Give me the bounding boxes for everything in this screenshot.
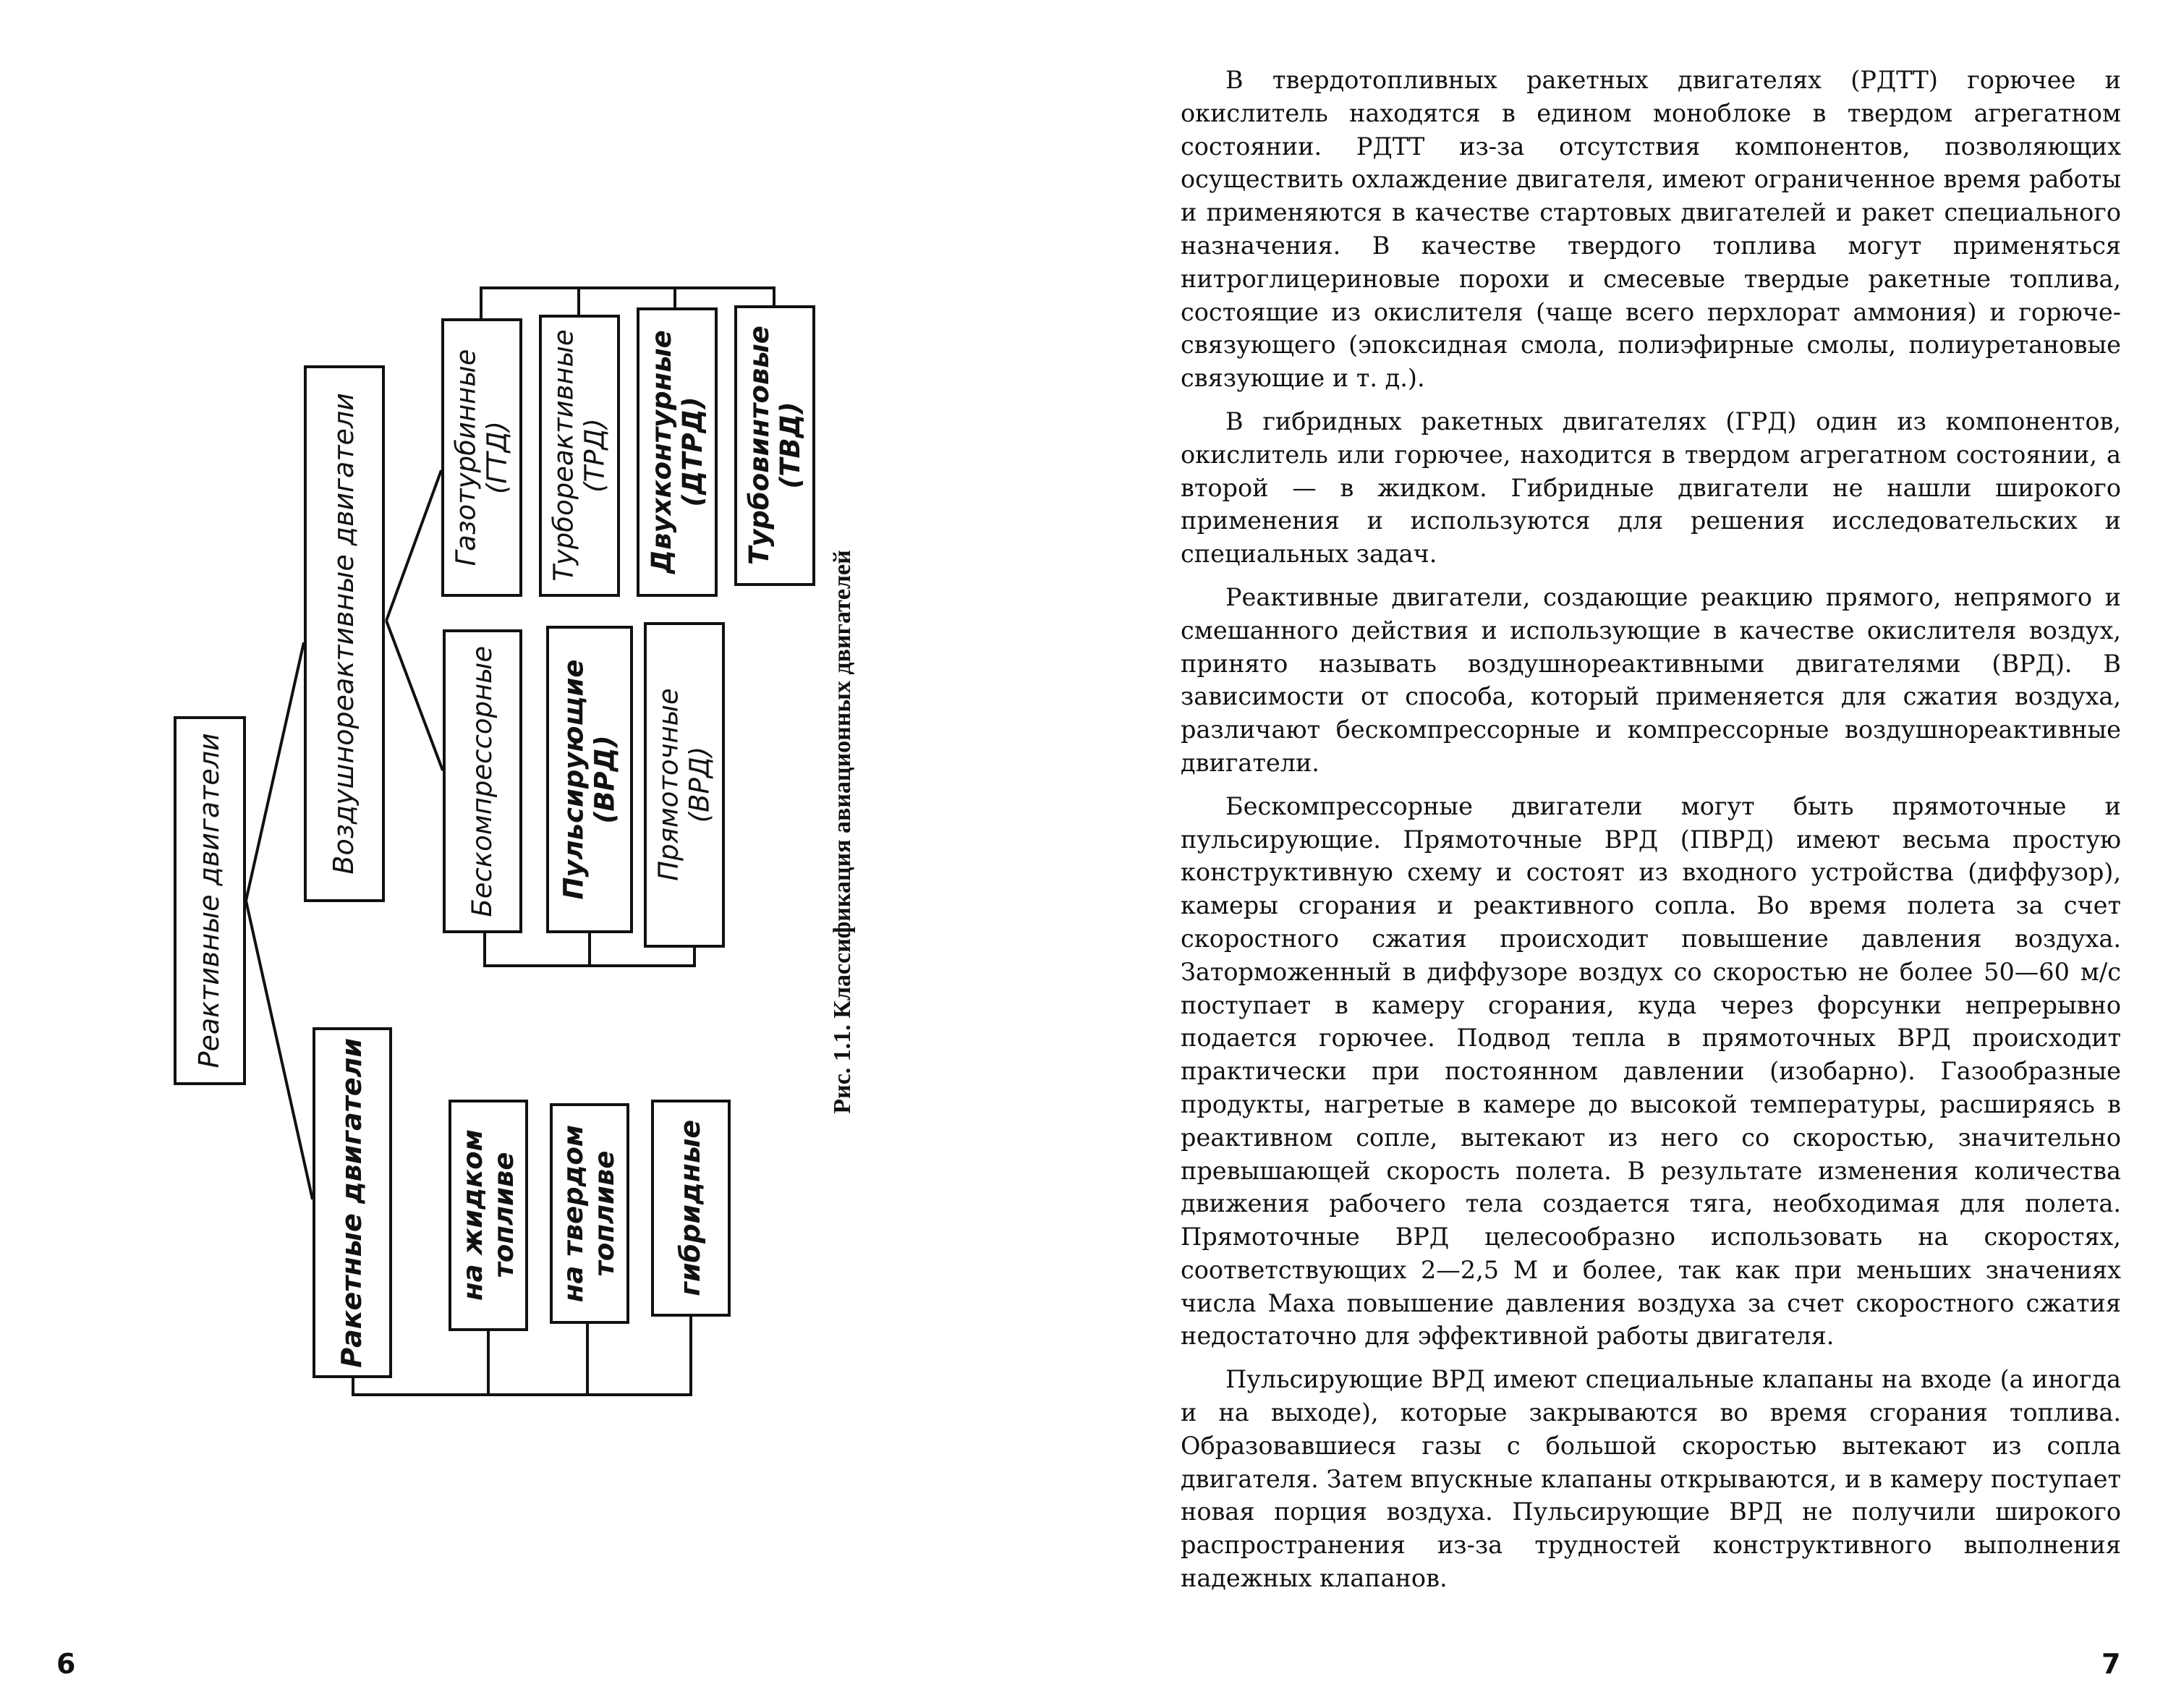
connector-air-compressor bbox=[386, 470, 441, 621]
dtrd-box bbox=[637, 307, 718, 597]
dtrd-label: Двухконтурные bbox=[645, 330, 677, 574]
solid-label: на твердом bbox=[558, 1124, 590, 1303]
trd-abbr: (ТРД) bbox=[579, 418, 611, 493]
figure-caption: Рис. 1.1. Классификация авиационных двигателей bbox=[829, 550, 856, 1114]
puls-label: Пульсирующие bbox=[558, 659, 590, 900]
gtd-label: Газотурбинные bbox=[450, 349, 482, 566]
gtd-abbr: (ГТД) bbox=[481, 421, 513, 495]
paragraph-grd: В гибридных ракетных двигателях (ГРД) один из компонентов, окислитель или горючее, находится в твердом агрегатном состоянии, а второй — в жидком. Гибридные двигатели не нашли широкого применения и используются для решения исследовательских и специальных задач. bbox=[1181, 407, 2121, 569]
liquid-box bbox=[449, 1100, 528, 1331]
pryam-abbr: (ВРД) bbox=[684, 747, 715, 823]
page-number-left: 6 bbox=[56, 1648, 76, 1680]
paragraph-puls: Пульсирующие ВРД имеют специальные клапаны на входе (а иногда и на выходе), которые закрываются во время сгорания топлива. Образовавшиеся газы с большой скоростью вытекают из сопла двигателя. Затем впускные клапаны открываются, и в камеру поступает новая порция воздуха. Пульсирующие ВРД не получили широкого распространения из-за трудностей конструктивного выполнения надежных клапанов. bbox=[1181, 1365, 2121, 1593]
bk-box bbox=[443, 629, 522, 933]
tvd-box bbox=[734, 305, 815, 586]
root-label: Реактивные двигатели bbox=[193, 733, 226, 1068]
puls-abbr: (ВРД) bbox=[589, 735, 620, 824]
pryam-label: Прямоточные bbox=[653, 688, 684, 882]
paragraph-vrd: Реактивные двигатели, создающие реакцию прямого, непрямого и смешанного действия и использующие в качестве окислителя воздух, принято называть воздушнореактивными двигателями (ВРД). В зависимости от способа, который применяется для сжатия воздуха, различают бескомпрессорные и компрессорные воздушнореактивные двигатели. bbox=[1181, 582, 2121, 777]
bracket-compressor bbox=[481, 288, 774, 318]
bk-label: Бескомпрессорные bbox=[466, 645, 498, 917]
page-number-right: 7 bbox=[2101, 1648, 2121, 1680]
trd-label: Турбореактивные bbox=[548, 329, 579, 582]
solid-label-2: топливе bbox=[589, 1150, 620, 1277]
dtrd-abbr: (ДТРД) bbox=[676, 396, 707, 508]
liquid-label-2: топливе bbox=[488, 1152, 519, 1278]
branch-rocket-box bbox=[313, 1027, 392, 1378]
connector-air-noncompressor bbox=[386, 621, 443, 770]
liquid-label: на жидком bbox=[456, 1129, 488, 1301]
solid-box bbox=[550, 1103, 629, 1324]
trd-box bbox=[539, 315, 620, 597]
paragraph-pvrd: Бескомпрессорные двигатели могут быть прямоточные и пульсирующие. Прямоточные ВРД (ПВРД) имеют весьма простую конструктивную схему и состоят из входного устройства (диффузор), камеры сгорания и реактивного сопла. Во время полета за счет скоростного сжатия происходит повышение давления воздуха. Заторможенный в диффузоре воздух со скоростью не более 50—60 м/с поступает в камеру сгорания, куда через форсунки непрерывно подается горючее. Подвод тепла в прямоточных ВРД происходит практически при постоянном давлении (изобарно). Газообразные продукты, нагретые в камере до высокой температуры, расширяясь в реактивном сопле, вытекают из него со скоростью, значительно превышающей скорость полета. В результате изменения количества движения рабочего тела создается тяга, необходимая для полета. Прямоточные ВРД целесообразно использовать на скоростях, соответствующих 2—2,5 М и более, так как при меньших значениях числа Маха повышение давления воздуха за счет скоростного сжатия недостаточно для эффективной работы двигателя. bbox=[1181, 791, 2121, 1351]
puls-box bbox=[546, 626, 633, 933]
hybrid-box bbox=[651, 1100, 731, 1317]
body-text bbox=[1181, 64, 2121, 1605]
pryam-box bbox=[644, 622, 725, 948]
root-box bbox=[174, 716, 246, 1085]
paragraph-rdtt: В твердотопливных ракетных двигателях (РДТТ) горючее и окислитель находятся в едином моноблоке в твердом агрегатном состоянии. РДТТ из-за отсутствия компонентов, позволяющих осуществить охлаждение двигателя, имеют ограниченное время работы и применяются в качестве стартовых двигателей и ракет специального назначения. В качестве твердого топлива могут применяться нитроглицериновые порохи и смесевые твердые ракетные топлива, состоящие из окислителя (чаще всего перхлорат аммония) и горюче-связующего (эпоксидная смола, полиэфирные смолы, полиуретановые связующие и т. д.). bbox=[1181, 66, 2121, 393]
tvd-label: Турбовинтовые bbox=[743, 326, 775, 566]
connector-root-rocket bbox=[246, 901, 313, 1199]
hybrid-label: гибридные bbox=[674, 1120, 707, 1296]
classification-diagram bbox=[0, 0, 1085, 1708]
diagram-connectors bbox=[0, 0, 1085, 1708]
branch-air-label: Воздушнореактивные двигатели bbox=[328, 393, 360, 875]
tvd-abbr: (ТВД) bbox=[774, 401, 805, 490]
gtd-box bbox=[441, 318, 522, 597]
connector-root-air bbox=[246, 642, 304, 901]
branch-rocket-label: Ракетные двигатели bbox=[336, 1037, 368, 1368]
branch-air-box bbox=[304, 365, 385, 902]
